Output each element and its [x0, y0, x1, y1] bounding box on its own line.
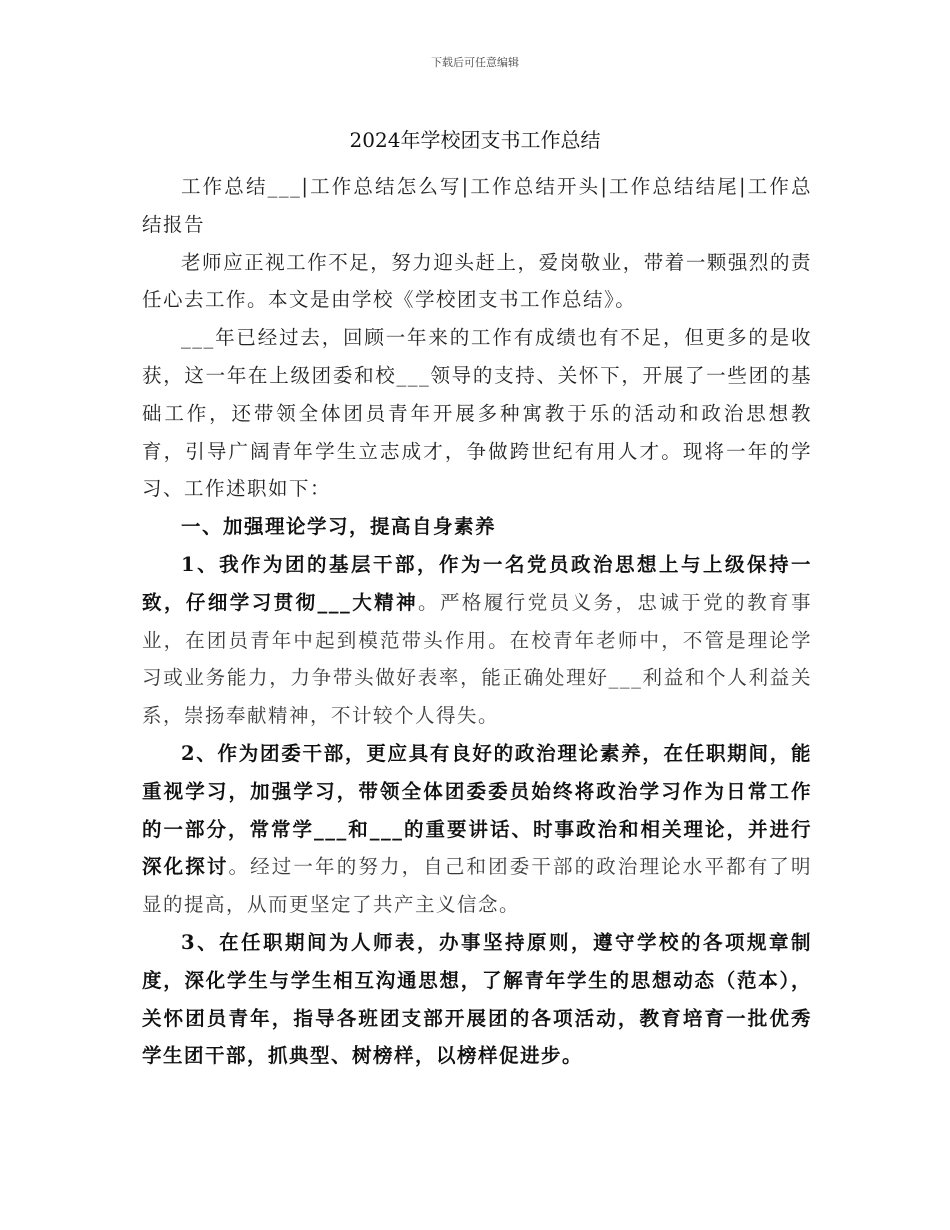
paragraph-intro: 老师应正视工作不足，努力迎头赶上，爱岗敬业，带着一颗强烈的责任心去工作。本文是由学校《学校团支书工作总结》。 — [142, 250, 812, 312]
item-1-text: 。严格履行党员义务，忠诚于党的教育事业，在团员青年中起到模范带头作用。在校青年老师中，不管是理论学习或业务能力，力争带头做好表率，能正确处理好___利益和个人利益关系，崇扬奉献精神，不计较个人得失。 — [142, 590, 812, 728]
item-2-emphasis: 2、作为团委干部，更应具有良好的政治理论素养，在任职期间，能重视学习，加强学习，带领全体团委委员始终将政治学习作为日常工作的一部分，常常学___和___的重要讲话、时事政治和相关理论，并进行深化探讨 — [142, 741, 812, 879]
paragraph-overview: ___年已经过去，回顾一年来的工作有成绩也有不足，但更多的是收获，这一年在上级团委和校___领导的支持、关怀下，开展了一些团的基础工作，还带领全体团员青年开展多种寓教于乐的活动和政治思想教育，引导广阔青年学生立志成才，争做跨世纪有用人才。现将一年的学习、工作述职如下： — [142, 326, 812, 501]
document-title: 2024年学校团支书工作总结 — [349, 128, 601, 152]
section-heading-1: 一、加强理论学习，提高自身素养 — [181, 515, 497, 539]
item-1-emphasis: 1、我作为团的基层干部，作为一名党员政治思想上与上级保持一致，仔细学习贯彻___大精神 — [142, 552, 812, 614]
paragraph-item-3: 3、在任职期间为人师表，办事坚持原则，遵守学校的各项规章制度，深化学生与学生相互沟通思想，了解青年学生的思想动态（范本），关怀团员青年，指导各班团支部开展团的各项活动，教育培育一批优秀学生团干部，抓典型、树榜样，以榜样促进步。 — [142, 930, 812, 1068]
paragraph-keywords: 工作总结___|工作总结怎么写|工作总结开头|工作总结结尾|工作总结报告 — [142, 175, 812, 236]
page-header: 下载后可任意编辑 — [431, 56, 519, 69]
paragraph-item-1 — [142, 546, 812, 735]
document-body — [142, 168, 812, 1075]
paragraph-item-2 — [142, 735, 812, 924]
item-2-text: 。经过一年的努力，自己和团委干部的政治理论水平都有了明显的提高，从而更坚定了共产主义信念。 — [142, 855, 812, 917]
